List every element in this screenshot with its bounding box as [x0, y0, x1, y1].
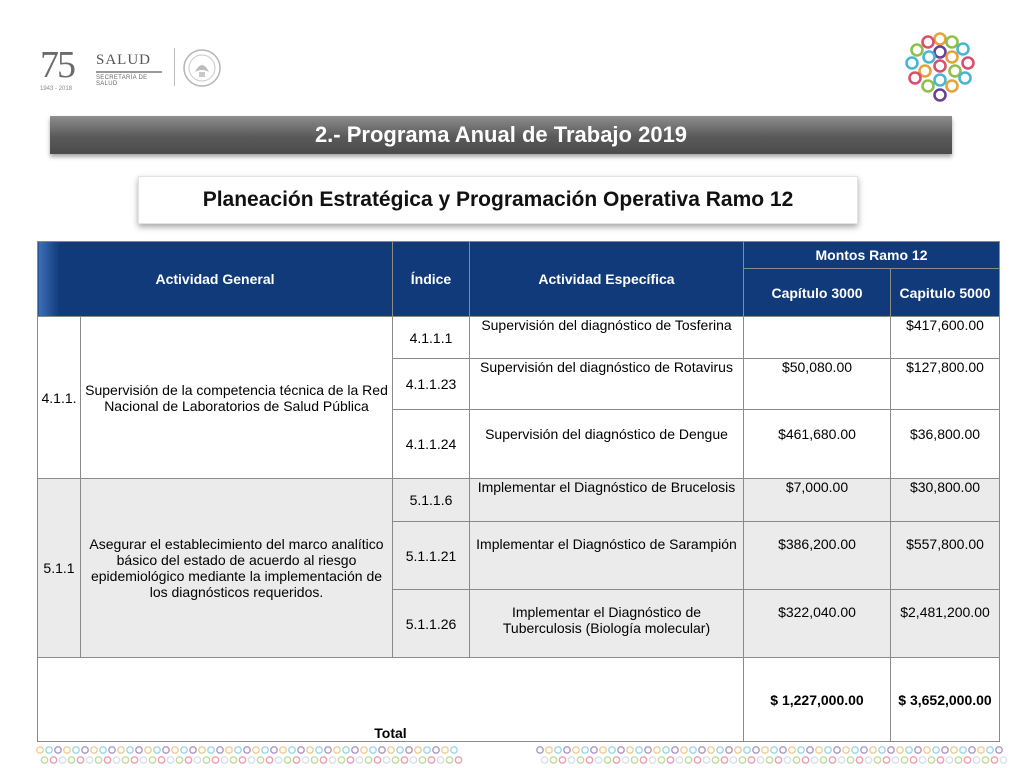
total-cap3000: $ 1,227,000.00 — [744, 658, 891, 742]
footer-ring-icon — [226, 747, 232, 753]
footer-ring-icon — [100, 747, 106, 753]
group-description: Supervisión de la competencia técnica de la Red Nacional de Laboratorios de Salud Pública — [81, 317, 393, 479]
footer-ring-icon — [230, 757, 236, 763]
footer-ring-icon — [541, 757, 547, 763]
footer-ring-icon — [604, 757, 610, 763]
footer-ring-icon — [672, 747, 678, 753]
footer-ring-icon — [401, 757, 407, 763]
footer-ring-icon — [573, 747, 579, 753]
footer-ring-icon — [154, 747, 160, 753]
footer-ring-icon — [600, 747, 606, 753]
footer-ring-icon — [955, 757, 961, 763]
table-row — [38, 479, 1000, 522]
footer-ring-icon — [627, 747, 633, 753]
footer-ring-icon — [374, 757, 380, 763]
footer-ring-icon — [1000, 757, 1006, 763]
footer-ring-icon — [406, 747, 412, 753]
footer-ring-icon — [748, 757, 754, 763]
footer-ring-icon — [622, 757, 628, 763]
footer-ring-icon — [852, 747, 858, 753]
footer-ring-icon — [969, 747, 975, 753]
footer-ring-icon — [86, 757, 92, 763]
footer-ring-icon — [289, 747, 295, 753]
footer-ring-icon — [631, 757, 637, 763]
row-indice: 4.1.1.24 — [393, 410, 470, 479]
footer-ring-icon — [415, 747, 421, 753]
row-cap3000: $461,680.00 — [744, 410, 891, 479]
footer-ring-icon — [640, 757, 646, 763]
logo-divider — [174, 48, 175, 86]
footer-ring-icon — [870, 747, 876, 753]
footer-ring-icon — [284, 757, 290, 763]
footer-ring-icon — [91, 747, 97, 753]
footer-ring-icon — [820, 757, 826, 763]
total-row — [38, 658, 1000, 742]
footer-ring-icon — [334, 747, 340, 753]
footer-ring-icon — [649, 757, 655, 763]
footer-ring-icon — [834, 747, 840, 753]
footer-ring-icon — [433, 747, 439, 753]
footer-ring-icon — [262, 747, 268, 753]
footer-ring-icon — [397, 747, 403, 753]
footer-ring-icon — [595, 757, 601, 763]
footer-ring-icon — [987, 747, 993, 753]
footer-ring-icon — [856, 757, 862, 763]
group-code: 4.1.1. — [38, 317, 81, 479]
footer-ring-icon — [455, 757, 461, 763]
footer-ring-icon — [753, 747, 759, 753]
footer-ring-icon — [167, 757, 173, 763]
row-cap3000: $50,080.00 — [744, 359, 891, 410]
footer-ring-icon — [784, 757, 790, 763]
footer-ring-icon — [257, 757, 263, 763]
footer-ring-icon — [730, 757, 736, 763]
footer-ring-icon — [825, 747, 831, 753]
row-cap5000: $36,800.00 — [891, 410, 1000, 479]
footer-ring-icon — [311, 757, 317, 763]
footer-ring-icon — [703, 757, 709, 763]
program-title-banner: 2.- Programa Anual de Trabajo 2019 — [50, 116, 952, 154]
footer-ring-icon — [383, 757, 389, 763]
row-cap5000: $127,800.00 — [891, 359, 1000, 410]
row-indice: 4.1.1.23 — [393, 359, 470, 410]
row-actividad: Implementar el Diagnóstico de Tuberculosis (Biología molecular) — [470, 590, 744, 658]
logo-75-anos — [40, 46, 90, 92]
footer-ring-icon — [410, 757, 416, 763]
footer-ring-icon — [365, 757, 371, 763]
footer-ring-icon — [888, 747, 894, 753]
footer-ring-icon — [127, 747, 133, 753]
footer-ring-icon — [221, 757, 227, 763]
row-actividad: Implementar el Diagnóstico de Sarampión — [470, 522, 744, 590]
footer-ring-icon — [280, 747, 286, 753]
row-indice: 5.1.1.21 — [393, 522, 470, 590]
footer-ring-icon — [352, 747, 358, 753]
footer-ring-icon — [942, 747, 948, 753]
footer-ring-icon — [924, 747, 930, 753]
footer-ring-icon — [275, 757, 281, 763]
row-cap5000: $557,800.00 — [891, 522, 1000, 590]
footer-ring-icon — [663, 747, 669, 753]
footer-ring-icon — [199, 747, 205, 753]
footer-ring-icon — [883, 757, 889, 763]
footer-ring-icon — [217, 747, 223, 753]
footer-ring-icon — [424, 747, 430, 753]
footer-ring-icon — [68, 757, 74, 763]
footer-ring-icon — [379, 747, 385, 753]
row-actividad: Implementar el Diagnóstico de Brucelosis — [470, 479, 744, 522]
footer-ring-icon — [865, 757, 871, 763]
footer-ring-icon — [325, 747, 331, 753]
footer-ring-icon — [690, 747, 696, 753]
row-actividad: Supervisión del diagnóstico de Rotavirus — [470, 359, 744, 410]
footer-ring-icon — [717, 747, 723, 753]
footer-ring-icon — [442, 747, 448, 753]
footer-ring-icon — [735, 747, 741, 753]
footer-ring-icon — [253, 747, 259, 753]
row-cap3000: $322,040.00 — [744, 590, 891, 658]
footer-ring-icon — [766, 757, 772, 763]
footer-ring-icon — [388, 747, 394, 753]
footer-ring-icon — [158, 757, 164, 763]
footer-ring-icon — [149, 757, 155, 763]
footer-ring-icon — [996, 747, 1002, 753]
footer-ring-icon — [122, 757, 128, 763]
decorative-footer-strip — [0, 742, 1024, 768]
footer-ring-icon — [109, 747, 115, 753]
footer-ring-icon — [946, 757, 952, 763]
footer-ring-icon — [757, 757, 763, 763]
footer-ring-icon — [771, 747, 777, 753]
footer-ring-icon — [609, 747, 615, 753]
footer-ring-icon — [978, 747, 984, 753]
footer-ring-icon — [347, 757, 353, 763]
footer-ring-icon — [582, 747, 588, 753]
footer-ring-icon — [906, 747, 912, 753]
row-actividad: Supervisión del diagnóstico de Tosferina — [470, 317, 744, 359]
footer-ring-icon — [555, 747, 561, 753]
footer-ring-icon — [95, 757, 101, 763]
footer-ring-icon — [721, 757, 727, 763]
footer-ring-icon — [537, 747, 543, 753]
mexico-seal-icon — [182, 48, 222, 88]
footer-ring-icon — [203, 757, 209, 763]
footer-ring-icon — [190, 747, 196, 753]
total-label: Total — [38, 658, 744, 742]
group-code: 5.1.1 — [38, 479, 81, 658]
total-cap5000: $ 3,652,000.00 — [891, 658, 1000, 742]
salud-subtitle: SECRETARÍA DE SALUD — [96, 75, 148, 87]
row-cap3000: $386,200.00 — [744, 522, 891, 590]
footer-ring-icon — [356, 757, 362, 763]
footer-ring-icon — [807, 747, 813, 753]
row-actividad: Supervisión del diagnóstico de Dengue — [470, 410, 744, 479]
footer-ring-icon — [618, 747, 624, 753]
footer-ring-icon — [636, 747, 642, 753]
salud-logo — [96, 52, 162, 87]
footer-ring-icon — [928, 757, 934, 763]
footer-ring-icon — [645, 747, 651, 753]
footer-ring-icon — [667, 757, 673, 763]
footer-ring-icon — [847, 757, 853, 763]
footer-ring-icon — [793, 757, 799, 763]
footer-ring-icon — [370, 747, 376, 753]
footer-ring-icon — [194, 757, 200, 763]
footer-ring-icon — [676, 757, 682, 763]
footer-ring-icon — [744, 747, 750, 753]
footer-ring-icon — [838, 757, 844, 763]
footer-ring-icon — [658, 757, 664, 763]
header-capitulo-3000: Capítulo 3000 — [744, 269, 891, 317]
footer-ring-icon — [960, 747, 966, 753]
footer-ring-icon — [329, 757, 335, 763]
footer-ring-icon — [181, 747, 187, 753]
planning-subtitle-banner: Planeación Estratégica y Programación Operativa Ramo 12 — [138, 176, 858, 224]
footer-ring-icon — [136, 747, 142, 753]
footer-ring-icon — [798, 747, 804, 753]
salud-title: SALUD — [96, 52, 152, 68]
row-indice: 5.1.1.6 — [393, 479, 470, 522]
footer-ring-icon — [302, 757, 308, 763]
footer-ring-icon — [915, 747, 921, 753]
footer-ring-icon — [775, 757, 781, 763]
header-indice: Índice — [393, 242, 470, 317]
footer-ring-icon — [843, 747, 849, 753]
table-header-row — [38, 242, 1000, 269]
footer-ring-icon — [811, 757, 817, 763]
footer-ring-icon — [50, 757, 56, 763]
footer-ring-icon — [446, 757, 452, 763]
footer-ring-icon — [933, 747, 939, 753]
row-indice: 4.1.1.1 — [393, 317, 470, 359]
footer-ring-icon — [654, 747, 660, 753]
footer-ring-icon — [919, 757, 925, 763]
footer-ring-icon — [212, 757, 218, 763]
footer-ring-icon — [419, 757, 425, 763]
footer-ring-icon — [829, 757, 835, 763]
footer-ring-icon — [564, 747, 570, 753]
footer-ring-icon — [964, 757, 970, 763]
footer-ring-icon — [172, 747, 178, 753]
footer-ring-icon — [780, 747, 786, 753]
footer-ring-icon — [118, 747, 124, 753]
footer-ring-icon — [577, 757, 583, 763]
footer-ring-icon — [708, 747, 714, 753]
footer-ring-icon — [235, 747, 241, 753]
footer-ring-icon — [879, 747, 885, 753]
footer-ring-icon — [82, 747, 88, 753]
footer-ring-icon — [271, 747, 277, 753]
footer-ring-icon — [176, 757, 182, 763]
footer-ring-icon — [739, 757, 745, 763]
footer-ring-icon — [973, 757, 979, 763]
footer-ring-icon — [910, 757, 916, 763]
footer-ring-icon — [816, 747, 822, 753]
footer-ring-icon — [546, 747, 552, 753]
table-row — [38, 317, 1000, 359]
footer-ring-icon — [293, 757, 299, 763]
salud-bar — [96, 71, 162, 73]
footer-ring-icon — [208, 747, 214, 753]
header-actividad-especifica: Actividad Específica — [470, 242, 744, 317]
footer-ring-icon — [140, 757, 146, 763]
footer-ring-icon — [59, 757, 65, 763]
footer-ring-icon — [559, 757, 565, 763]
footer-ring-icon — [712, 757, 718, 763]
footer-ring-icon — [244, 747, 250, 753]
footer-ring-icon — [861, 747, 867, 753]
footer-ring-icon — [591, 747, 597, 753]
footer-ring-icon — [685, 757, 691, 763]
footer-ring-icon — [145, 747, 151, 753]
footer-ring-icon — [550, 757, 556, 763]
footer-ring-icon — [613, 757, 619, 763]
footer-ring-icon — [951, 747, 957, 753]
footer-ring-icon — [901, 757, 907, 763]
footer-ring-icon — [46, 747, 52, 753]
row-cap3000: $7,000.00 — [744, 479, 891, 522]
colorful-rings-logo-icon — [900, 28, 980, 108]
footer-ring-icon — [41, 757, 47, 763]
footer-ring-icon — [451, 747, 457, 753]
footer-ring-icon — [726, 747, 732, 753]
row-cap5000: $417,600.00 — [891, 317, 1000, 359]
header-capitulo-5000: Capitulo 5000 — [891, 269, 1000, 317]
footer-ring-icon — [298, 747, 304, 753]
footer-ring-icon — [937, 757, 943, 763]
footer-ring-icon — [874, 757, 880, 763]
row-cap5000: $2,481,200.00 — [891, 590, 1000, 658]
footer-rings — [37, 747, 1007, 763]
budget-table — [37, 241, 1000, 742]
footer-ring-icon — [568, 757, 574, 763]
footer-ring-icon — [892, 757, 898, 763]
footer-ring-icon — [897, 747, 903, 753]
footer-ring-icon — [307, 747, 313, 753]
footer-ring-icon — [316, 747, 322, 753]
footer-ring-icon — [77, 757, 83, 763]
header-montos: Montos Ramo 12 — [744, 242, 1000, 269]
footer-ring-icon — [131, 757, 137, 763]
footer-ring-icon — [982, 757, 988, 763]
footer-ring-icon — [802, 757, 808, 763]
footer-ring-icon — [266, 757, 272, 763]
footer-ring-icon — [428, 757, 434, 763]
footer-ring-icon — [991, 757, 997, 763]
footer-ring-icon — [239, 757, 245, 763]
footer-ring-icon — [789, 747, 795, 753]
logo-number: 75 — [40, 44, 74, 86]
footer-ring-icon — [37, 747, 43, 753]
footer-ring-icon — [392, 757, 398, 763]
row-cap5000: $30,800.00 — [891, 479, 1000, 522]
footer-ring-icon — [762, 747, 768, 753]
footer-ring-icon — [681, 747, 687, 753]
logo-years: 1943 - 2018 — [40, 86, 73, 92]
footer-ring-icon — [437, 757, 443, 763]
footer-ring-icon — [73, 747, 79, 753]
footer-ring-icon — [343, 747, 349, 753]
footer-ring-icon — [113, 757, 119, 763]
footer-ring-icon — [64, 747, 70, 753]
footer-ring-icon — [104, 757, 110, 763]
header-actividad-general: Actividad General — [38, 242, 393, 317]
group-description: Asegurar el establecimiento del marco analítico básico del estado de acuerdo al riesgo epidemiológico mediante la implementación de los diagnósticos requeridos. — [81, 479, 393, 658]
footer-ring-icon — [361, 747, 367, 753]
footer-ring-icon — [694, 757, 700, 763]
footer-ring-icon — [248, 757, 254, 763]
footer-ring-icon — [185, 757, 191, 763]
row-indice: 5.1.1.26 — [393, 590, 470, 658]
footer-ring-icon — [163, 747, 169, 753]
footer-ring-icon — [55, 747, 61, 753]
footer-ring-icon — [586, 757, 592, 763]
row-cap3000 — [744, 317, 891, 359]
footer-ring-icon — [699, 747, 705, 753]
footer-ring-icon — [320, 757, 326, 763]
footer-ring-icon — [338, 757, 344, 763]
